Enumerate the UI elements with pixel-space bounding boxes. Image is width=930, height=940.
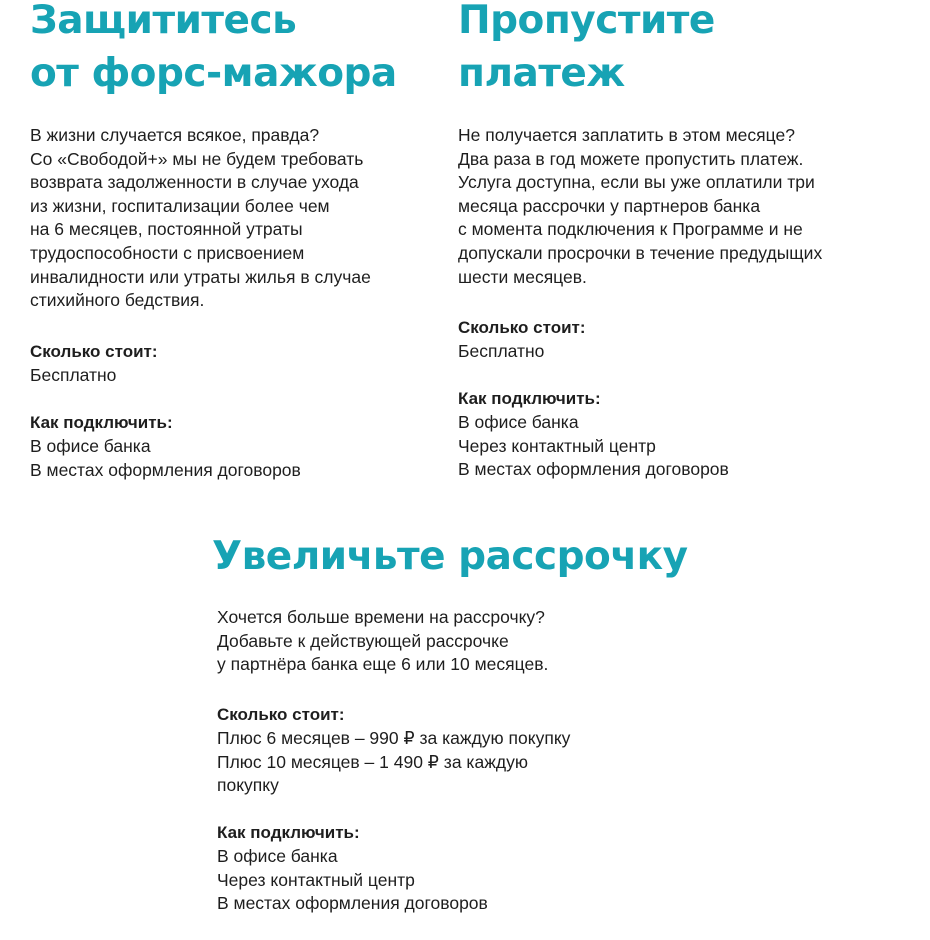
description-line: инвалидности или утраты жилья в случае [30,266,371,287]
connect-list [217,845,488,916]
connect-item: Через контактный центр [458,435,656,456]
cost-label: Сколько стоит: [217,705,345,724]
connect-list [458,411,729,482]
cost-value [30,364,116,388]
description-line: Со «Свободой+» мы не будем требовать [30,148,364,169]
connect-item: В офисе банка [217,846,338,866]
description-line: Хочется больше времени на рассрочку? [217,607,545,627]
description-line: у партнёра банка еще 6 или 10 месяцев. [217,654,549,675]
skip-payment-title [458,0,715,100]
cost-value [217,727,570,798]
cost-line: покупку [217,775,279,796]
description-line: с момента подключения к Программе и не [458,219,803,240]
description-line: В жизни случается всякое, правда? [30,125,320,145]
cost-line: Плюс 10 месяцев – 1 490 ₽ за каждую [217,751,528,772]
description-line: Услуга доступна, если вы уже оплатили три [458,172,815,193]
connect-item: В местах оформления договоров [217,893,488,914]
title-line: платеж [458,51,625,96]
connect-label: Как подключить: [217,823,360,842]
description-line: Два раза в год можете пропустить платеж. [458,148,804,169]
cost-line: Бесплатно [30,365,117,385]
description-line: из жизни, госпитализации более чем [30,195,330,216]
cost-label: Сколько стоит: [30,342,158,361]
force-majeure-title [30,0,397,100]
skip-payment-description [458,124,822,289]
connect-item: В офисе банка [458,412,579,432]
force-majeure-description [30,124,371,313]
connect-item: В местах оформления договоров [458,459,729,480]
description-line: Не получается заплатить в этом месяце? [458,125,795,145]
description-line: допускали просрочки в течение предудыщих [458,242,823,263]
cost-line: Бесплатно [458,341,545,361]
description-line: на 6 месяцев, постоянной утраты [30,219,303,240]
description-line: месяца рассрочки у партнеров банка [458,195,761,216]
cost-line: Плюс 6 месяцев – 990 ₽ за каждую покупку [217,728,571,748]
connect-item: В местах оформления договоров [30,459,301,480]
description-line: возврата задолженности в случае ухода [30,172,359,193]
connect-label: Как подключить: [30,413,173,432]
connect-label: Как подключить: [458,389,601,408]
title-line: Увеличьте рассрочку [212,534,688,579]
title-line: Защититесь [30,0,297,43]
title-line: Пропустите [458,0,715,43]
connect-list [30,435,301,482]
description-line: шести месяцев. [458,266,587,287]
description-line: стихийного бедствия. [30,290,205,311]
title-line: от форс-мажора [30,51,397,96]
extend-installment-title [212,530,688,583]
extend-installment-description [217,606,548,677]
cost-label: Сколько стоит: [458,318,586,337]
description-line: трудоспособности с присвоением [30,242,305,263]
description-line: Добавьте к действующей рассрочке [217,630,509,651]
cost-value [458,340,544,364]
connect-item: В офисе банка [30,436,151,456]
connect-item: Через контактный центр [217,869,415,890]
